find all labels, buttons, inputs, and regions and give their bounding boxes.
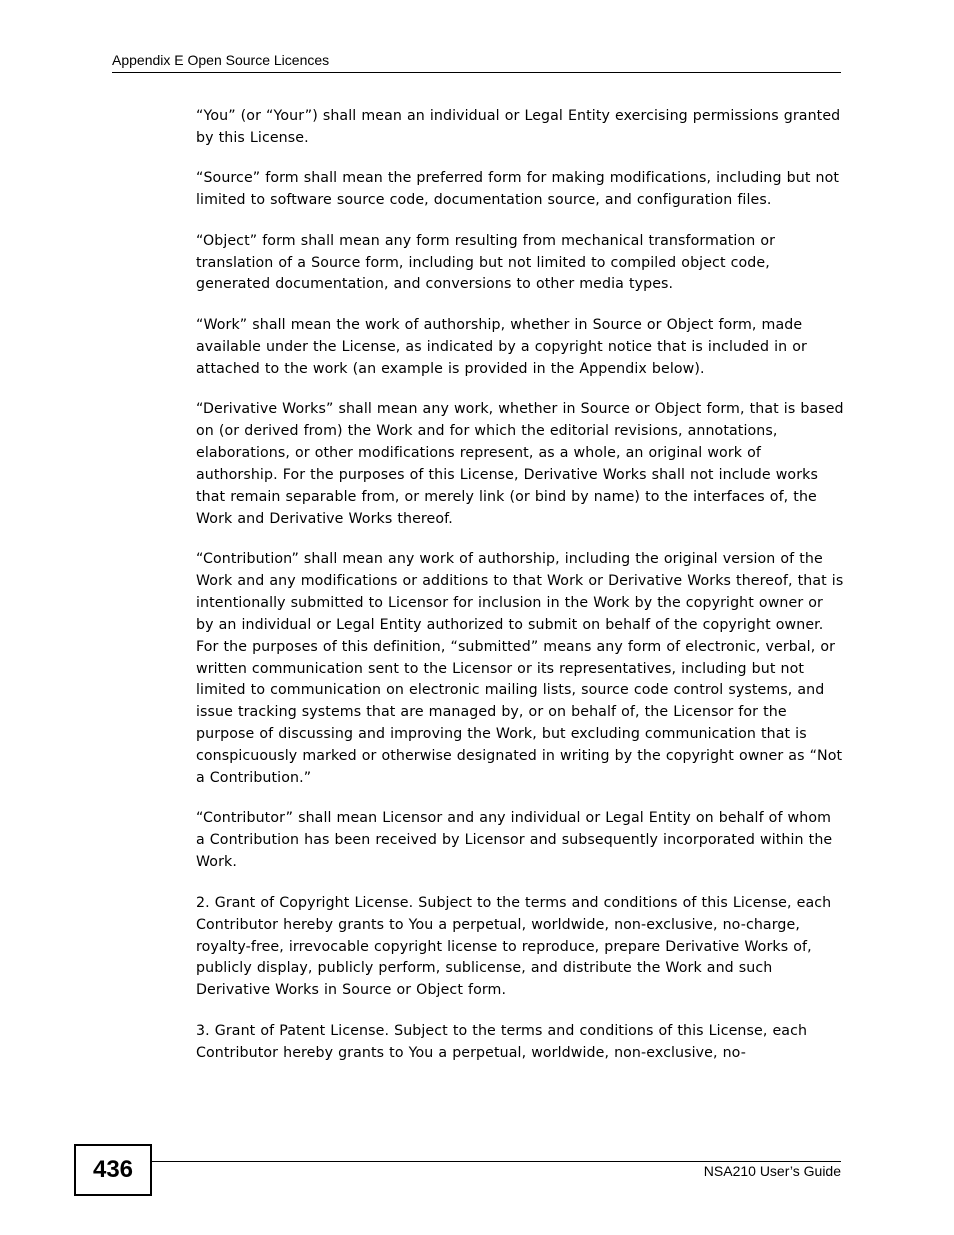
definition-source-paragraph: “Source” form shall mean the preferred form for making modifications, including but not limited to software source code, documentation source, and configuration files. xyxy=(196,170,840,209)
definition-you-paragraph: “You” (or “Your”) shall mean an individual or Legal Entity exercising permissions granted by this License. xyxy=(196,108,841,146)
grant-copyright-license-paragraph: 2. Grant of Copyright License. Subject to the terms and conditions of this License, each Contributor hereby grants to You a perpetual, worldwide, non-exclusive, no-charge, royalty-free, irrevocable copyright license to reproduce, prepare Derivative Works of, publicly display, publicly perform, sublicense, and distribute the Work and such Derivative Works in Source or Object form. xyxy=(196,894,832,999)
grant-patent-license-paragraph: 3. Grant of Patent License. Subject to the terms and conditions of this License, each Contributor hereby grants to You a perpetual, worldwide, non-exclusive, no- xyxy=(196,1022,808,1061)
definition-object-paragraph: “Object” form shall mean any form resulting from mechanical transformation or translation of a Source form, including but not limited to compiled object code, generated documentation, and conversions to other media types. xyxy=(196,232,776,293)
page-body xyxy=(196,106,844,1083)
running-header-title: Appendix E Open Source Licences xyxy=(112,52,330,68)
page-number: 436 xyxy=(74,1144,152,1196)
definition-contribution-paragraph: “Contribution” shall mean any work of authorship, including the original version of the Work and any modifications or additions to that Work or Derivative Works thereof, that is intentionally submitted to Licensor for inclusion in the Work by the copyright owner or by an individual or Legal Entity authorized to submit on behalf of the copyright owner. For the purposes of this definition, “submitted” means any form of electronic, verbal, or written communication sent to the Licensor or its representatives, including but not limited to communication on electronic mailing lists, source code control systems, and issue tracking systems that are managed by, or on behalf of, the Licensor for the purpose of discussing and improving the Work, but excluding communication that is conspicuously marked or otherwise designated in writing by the copyright owner as “Not a Contribution.” xyxy=(196,551,844,787)
footer-divider xyxy=(152,1161,841,1162)
definition-work-paragraph: “Work” shall mean the work of authorship, whether in Source or Object form, made available under the License, as indicated by a copyright notice that is included in or attached to the work (an example is provided in the Appendix below). xyxy=(196,316,807,377)
definition-derivative-works-paragraph: “Derivative Works” shall mean any work, whether in Source or Object form, that is based on (or derived from) the Work and for which the editorial revisions, annotations, elaborations, or other modifications represent, as a whole, an original work of authorship. For the purposes of this License, Derivative Works shall not include works that remain separable from, or merely link (or bind by name) to the interfaces of, the Work and Derivative Works thereof. xyxy=(196,401,844,527)
footer-guide-title: NSA210 User’s Guide xyxy=(703,1163,841,1179)
running-header xyxy=(112,52,841,73)
definition-contributor-paragraph: “Contributor” shall mean Licensor and any individual or Legal Entity on behalf of whom a Contribution has been received by Licensor and subsequently incorporated within the Work. xyxy=(196,810,833,871)
